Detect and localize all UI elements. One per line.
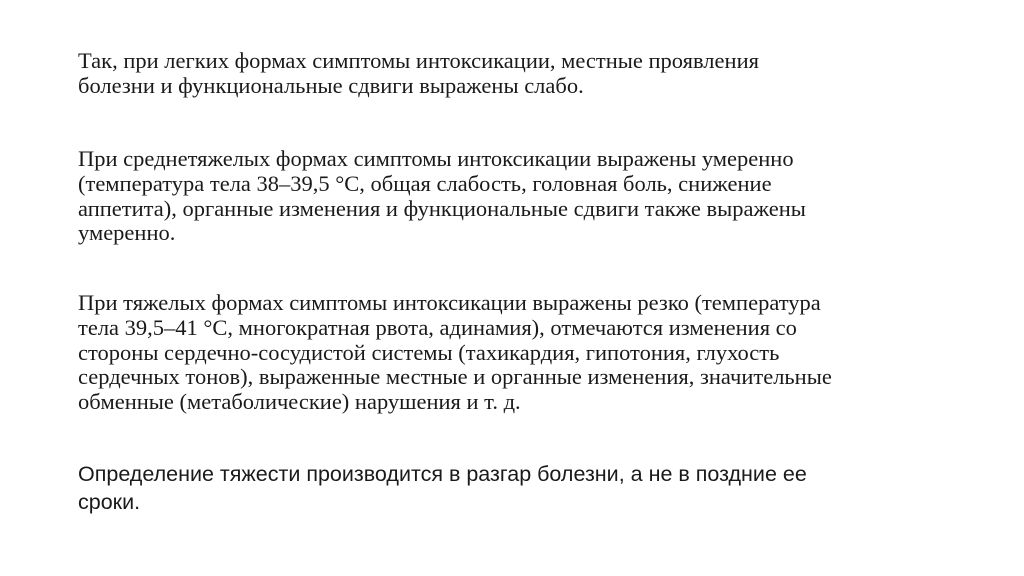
paragraph-severity-definition: Определение тяжести производится в разгар болезни, а не в поздние ее сроки. — [78, 462, 807, 514]
paragraph-moderate-forms: При среднетяжелых формах симптомы интоксикации выражены умеренно (температура тела 38–39,5 °С, общая слабость, головная боль, снижение аппетита), органные изменения и функциональные сдвиги также выражены умеренно. — [78, 146, 806, 246]
paragraph-severe-forms: При тяжелых формах симптомы интоксикации выражены резко (температура тела 39,5–41 °С, многократная рвота, адинамия), отмечаются изменения со стороны сердечно-сосудистой системы (тахикардия, гипотония, глухость сердечных тонов), выраженные местные и органные изменения, значительные обменные (метаболические) нарушения и т. д. — [78, 290, 832, 415]
paragraph-mild-forms: Так, при легких формах симптомы интоксикации, местные проявления болезни и функциональные сдвиги выражены слабо. — [78, 48, 759, 98]
